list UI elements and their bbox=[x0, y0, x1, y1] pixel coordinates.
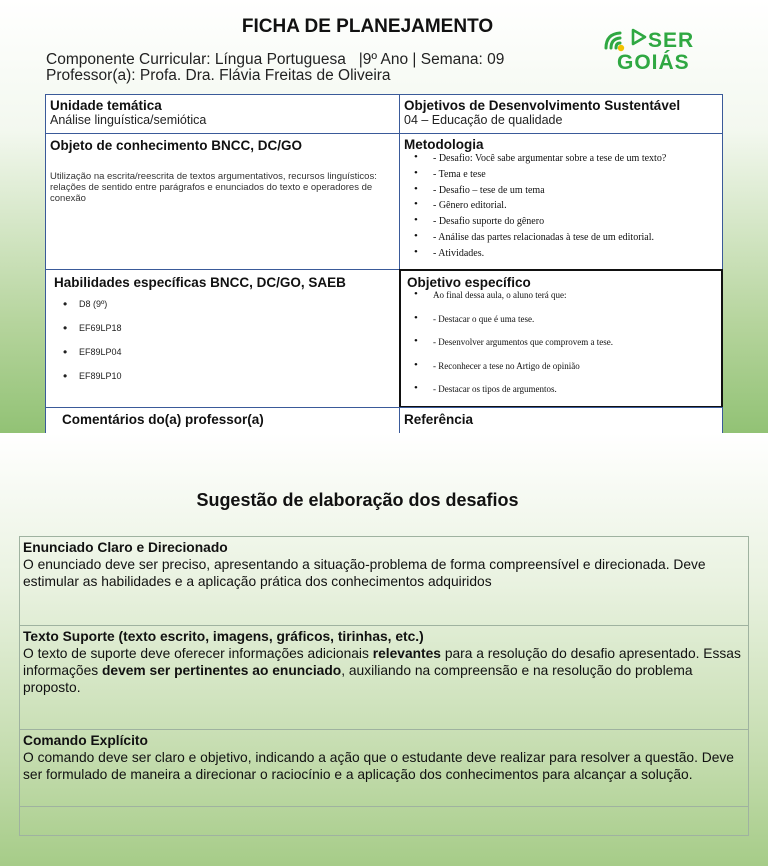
referencia-label: Referência bbox=[404, 412, 474, 427]
list-item: • - Reconhecer a tese no Artigo de opinião bbox=[411, 355, 715, 379]
component-line: Componente Curricular: Língua Portuguesa |9º Ano | Semana: 09 bbox=[46, 51, 505, 68]
list-item: • EF89LP10 bbox=[54, 371, 391, 395]
suggestion-row-texto-suporte bbox=[19, 625, 749, 730]
list-item: • - Gênero editorial. bbox=[411, 198, 718, 214]
objeto-value: Utilização na escrita/reescrita de textos argumentativos, recursos linguísticos: relações de sentido entre parágrafos e enunciados do texto e operadores de conexão bbox=[50, 171, 377, 204]
teacher-line: Professor(a): Profa. Dra. Flávia Freitas de Oliveira bbox=[46, 67, 391, 84]
list-item: • Ao final dessa aula, o aluno terá que: bbox=[411, 284, 715, 308]
suggestion-row-empty bbox=[19, 806, 749, 836]
objeto-cell bbox=[45, 133, 400, 270]
objetivo-cell bbox=[399, 269, 723, 408]
suggestions-title: Sugestão de elaboração dos desafios bbox=[196, 490, 519, 510]
suggestion-row-enunciado bbox=[19, 536, 749, 626]
list-item: • D8 (9º) bbox=[54, 299, 391, 323]
metodologia-cell bbox=[399, 133, 723, 270]
ser-goias-logo bbox=[600, 24, 705, 72]
list-item: • - Tema e tese bbox=[411, 167, 718, 183]
ods-label: Objetivos de Desenvolvimento Sustentável bbox=[404, 98, 681, 113]
list-item: • - Destacar os tipos de argumentos. bbox=[411, 378, 715, 402]
list-item: • - Análise das partes relacionadas à tese de um editorial. bbox=[411, 230, 718, 246]
row-heading: Enunciado Claro e Direcionado bbox=[23, 540, 228, 555]
logo-text-goias: GOIÁS bbox=[617, 51, 690, 74]
objetivo-label: Objetivo específico bbox=[407, 275, 531, 290]
list-item: • - Destacar o que é uma tese. bbox=[411, 308, 715, 332]
suggestions-slide bbox=[0, 433, 768, 866]
unidade-label: Unidade temática bbox=[50, 98, 162, 113]
row-text: O comando deve ser claro e objetivo, indicando a ação que o estudante deve realizar para resolver a questão. Deve ser formulado de maneira a direcionar o raciocínio e a aplicação dos conhecimentos para alcançar a solução. bbox=[23, 750, 734, 782]
row-heading: Comando Explícito bbox=[23, 733, 148, 748]
page-title: FICHA DE PLANEJAMENTO bbox=[241, 16, 494, 37]
list-item: • - Desafio – tese de um tema bbox=[411, 183, 718, 199]
list-item: • - Atividades. bbox=[411, 246, 718, 262]
referencia-cell bbox=[399, 407, 723, 433]
objeto-label: Objeto de conhecimento BNCC, DC/GO bbox=[50, 138, 303, 153]
broadcast-play-icon bbox=[600, 24, 650, 54]
ods-cell bbox=[399, 94, 723, 134]
comentarios-label: Comentários do(a) professor(a) bbox=[62, 412, 264, 427]
unidade-cell bbox=[45, 94, 400, 134]
habilidades-list bbox=[54, 299, 391, 395]
comentarios-cell bbox=[45, 407, 400, 433]
list-item: • - Desenvolver argumentos que comprovem a tese. bbox=[411, 331, 715, 355]
metodologia-list bbox=[411, 151, 718, 262]
logo-text-ser: SER bbox=[648, 29, 695, 52]
ods-value: 04 – Educação de qualidade bbox=[404, 113, 563, 127]
habilidades-label: Habilidades específicas BNCC, DC/GO, SAEB bbox=[54, 275, 346, 290]
objetivo-list bbox=[411, 284, 715, 402]
list-item: • - Desafio suporte do gênero bbox=[411, 214, 718, 230]
suggestion-row-comando bbox=[19, 729, 749, 807]
row-heading: Texto Suporte (texto escrito, imagens, gráficos, tirinhas, etc.) bbox=[23, 629, 424, 644]
unidade-value: Análise linguística/semiótica bbox=[50, 113, 207, 127]
list-item: • EF69LP18 bbox=[54, 323, 391, 347]
row-text: O enunciado deve ser preciso, apresentando a situação-problema de forma compreensível e direcionada. Deve estimular as habilidades e a aplicação prática dos conhecimentos adquiridos bbox=[23, 557, 706, 589]
metodologia-label: Metodologia bbox=[404, 137, 484, 152]
row-text: O texto de suporte deve oferecer informações adicionais relevantes para a resolução do desafio apresentado. Essas informações devem ser pertinentes ao enunciado, auxiliando na compreensão e na resolução do problema proposto. bbox=[23, 646, 741, 695]
list-item: • EF89LP04 bbox=[54, 347, 391, 371]
list-item: • - Desafio: Você sabe argumentar sobre a tese de um texto? bbox=[411, 151, 718, 167]
habilidades-cell bbox=[45, 269, 400, 408]
